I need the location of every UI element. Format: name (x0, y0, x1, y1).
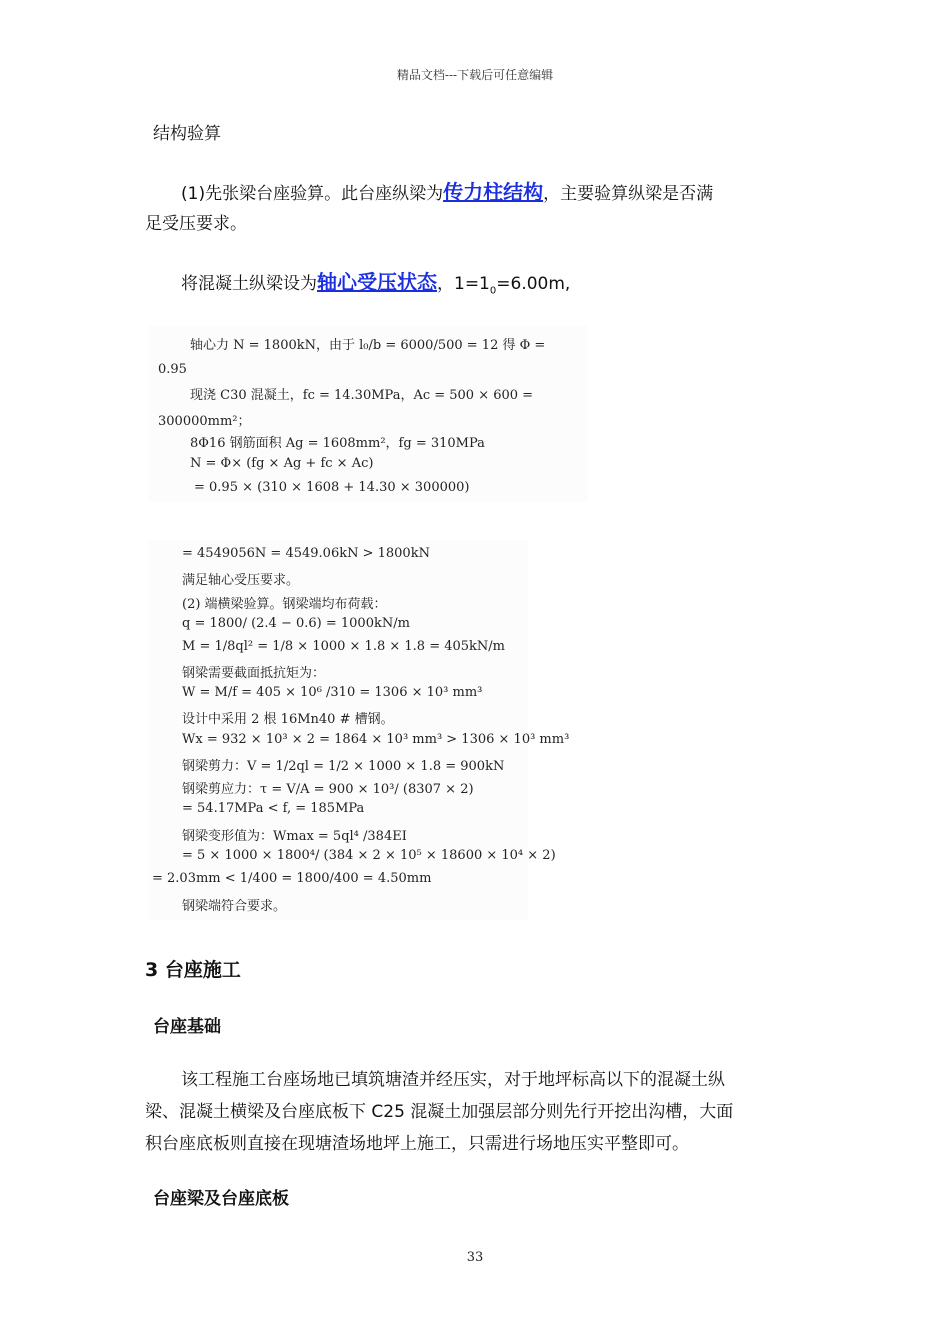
link-axial-compression[interactable]: 轴心受压状态 (317, 270, 437, 294)
scan1-line-1: 轴心力 N = 1800kN，由于 l₀/b = 6000/500 = 12 得 Φ = (190, 338, 546, 353)
paragraph-1-line-1 (181, 176, 713, 210)
scan2-line-1: = 4549056N = 4549.06kN > 1800kN (182, 546, 430, 561)
page-number: 33 (466, 1250, 484, 1265)
scan2-line-6: 钢梁需要截面抵抗矩为： (182, 666, 326, 681)
scanned-calculation-image-1 (148, 326, 588, 502)
paragraph-2 (181, 266, 570, 307)
paragraph-3-line-3: 积台座底板则直接在现塘渣场地坪上施工，只需进行场地压实平整即可。 (145, 1134, 689, 1154)
scan2-line-13: 钢梁变形值为：Wmax = 5ql⁴ /384EI (182, 829, 407, 844)
scan2-line-3: (2) 端横梁验算。钢梁端均布荷载： (182, 597, 387, 612)
scan2-line-14: = 5 × 1000 × 1800⁴/ (384 × 2 × 10⁵ × 18600 × 10⁴ × 2) (182, 848, 556, 863)
scan2-line-12: = 54.17MPa < f, = 185MPa (182, 801, 365, 816)
page-header: 精品文档---下载后可任意编辑 (396, 68, 554, 82)
scan2-line-16: 钢梁端符合要求。 (182, 899, 287, 914)
section-3-title: 3 台座施工 (145, 959, 241, 981)
link-transmission-column[interactable]: 传力柱结构 (443, 180, 544, 204)
paragraph-2-suffix-b: =6.00m, (496, 274, 571, 294)
scan2-line-2: 满足轴心受压要求。 (182, 573, 300, 588)
scan1-line-3: 现浇 C30 混凝土，fc = 14.30MPa，Ac = 500 × 600 = (190, 388, 534, 403)
scan1-line-7: = 0.95 × (310 × 1608 + 14.30 × 300000) (194, 480, 470, 495)
scan2-line-11: 钢梁剪应力：τ = V/A = 900 × 10³/ (8307 × 2) (182, 782, 474, 797)
paragraph-2-suffix-a: ，1=1 (437, 274, 490, 294)
scan2-line-5: M = 1/8ql² = 1/8 × 1000 × 1.8 × 1.8 = 405kN/m (182, 639, 505, 654)
scan1-line-2: 0.95 (158, 362, 187, 377)
paragraph-1-prefix: (1)先张梁台座验算。此台座纵梁为 (181, 184, 444, 204)
scan2-line-9: Wx = 932 × 10³ × 2 = 1864 × 10³ mm³ > 1306 × 10³ mm³ (182, 732, 570, 747)
scan2-line-8: 设计中采用 2 根 16Mn40 # 槽钢。 (182, 712, 394, 727)
scan1-line-5: 8Φ16 钢筋面积 Ag = 1608mm²，fg = 310MPa (190, 436, 485, 451)
subheading-beam-and-plate: 台座梁及台座底板 (153, 1189, 289, 1209)
scan1-line-4: 300000mm²； (158, 414, 251, 429)
subheading-foundation: 台座基础 (153, 1017, 221, 1037)
paragraph-3-line-1: 该工程施工台座场地已填筑塘渣并经压实，对于地坪标高以下的混凝土纵 (181, 1070, 725, 1090)
heading-structural-check: 结构验算 (153, 124, 221, 144)
paragraph-1-suffix: ，主要验算纵梁是否满 (543, 184, 714, 204)
paragraph-2-subscript: 0 (489, 285, 497, 297)
scan2-line-4: q = 1800/ (2.4 − 0.6) = 1000kN/m (182, 616, 410, 631)
paragraph-2-prefix: 将混凝土纵梁设为 (181, 274, 317, 294)
scan2-line-10: 钢梁剪力：V = 1/2ql = 1/2 × 1000 × 1.8 = 900kN (182, 759, 505, 774)
paragraph-1-line-2: 足受压要求。 (145, 214, 247, 234)
scan2-line-7: W = M/f = 405 × 10⁶ /310 = 1306 × 10³ mm³ (182, 685, 483, 700)
paragraph-3-line-2: 梁、混凝土横梁及台座底板下 C25 混凝土加强层部分则先行开挖出沟槽，大面 (145, 1102, 734, 1122)
scan1-line-6: N = Φ× (fg × Ag + fc × Ac) (190, 456, 374, 471)
scan2-line-15: = 2.03mm < 1/400 = 1800/400 = 4.50mm (152, 871, 432, 886)
scanned-calculation-image-2 (148, 540, 570, 920)
